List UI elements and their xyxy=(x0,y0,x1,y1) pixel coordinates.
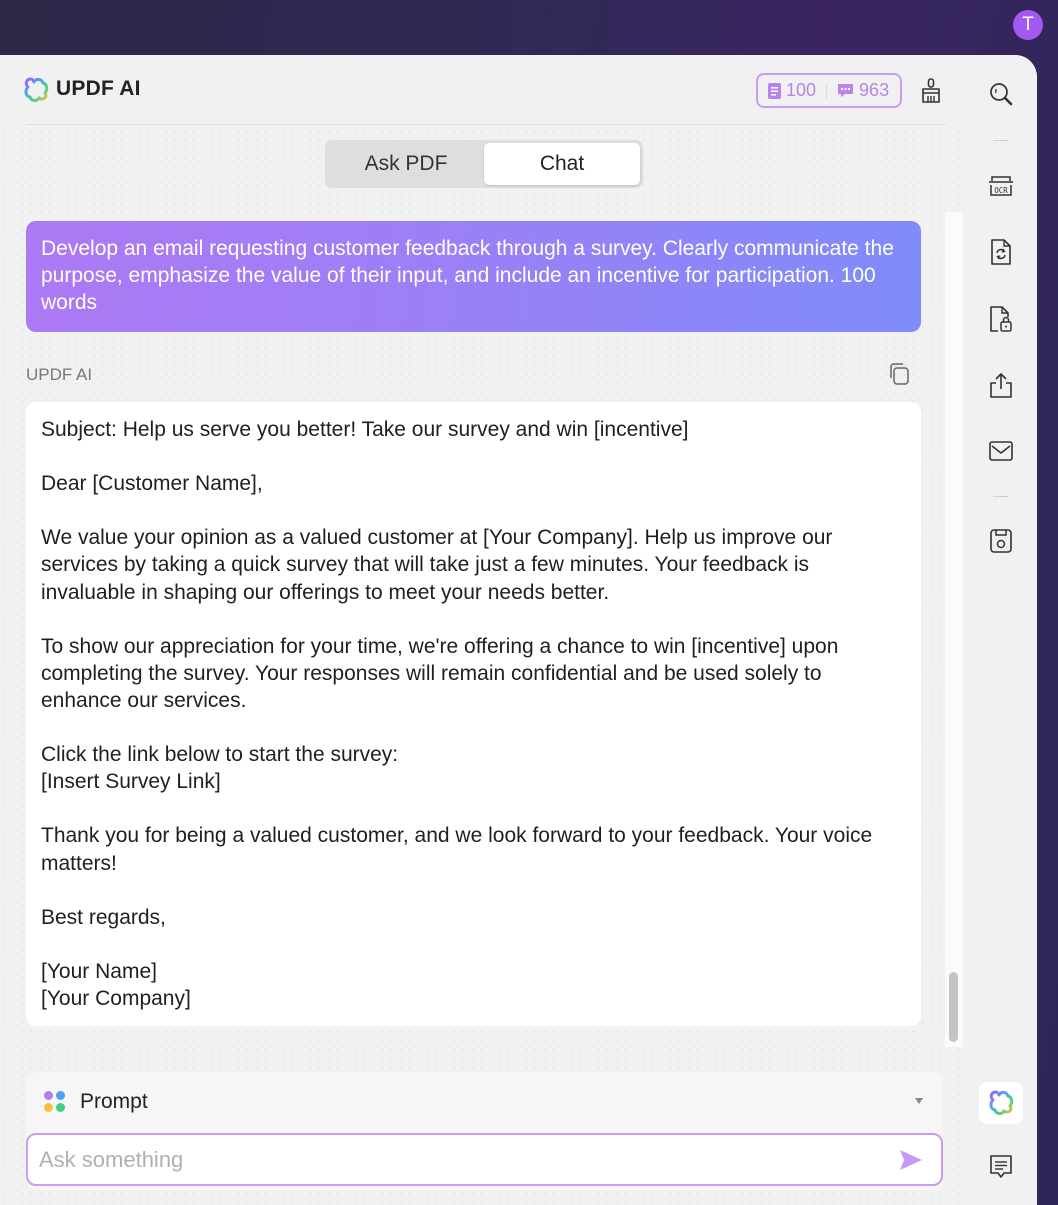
rail-protect[interactable] xyxy=(987,305,1015,333)
email-link-placeholder: [Insert Survey Link] xyxy=(41,770,221,794)
ai-panel xyxy=(0,55,966,1205)
ask-input[interactable] xyxy=(28,1147,891,1173)
rail-comment[interactable] xyxy=(987,1153,1015,1181)
app-title: UPDF AI xyxy=(56,77,141,100)
comment-icon xyxy=(989,1154,1013,1180)
chat-scrollbar[interactable] xyxy=(945,212,963,1047)
svg-text:OCR: OCR xyxy=(994,186,1008,195)
email-sign-off: Best regards, xyxy=(41,905,166,929)
email-signature xyxy=(41,958,906,1012)
user-message-bubble: Develop an email requesting customer feedback through a survey. Clearly communicate the purpose, emphasize the value of their input, and include an incentive for participation. 100 words xyxy=(26,221,921,332)
prompt-dots-icon xyxy=(44,1091,66,1113)
header-divider xyxy=(26,124,946,125)
right-toolbar xyxy=(966,55,1037,1205)
search-icon xyxy=(988,81,1014,107)
email-signature-name: [Your Name] xyxy=(41,959,157,983)
ocr-icon xyxy=(987,171,1015,199)
mode-tabs xyxy=(325,140,643,188)
rail-ocr[interactable] xyxy=(987,171,1015,199)
panel-header xyxy=(0,55,966,125)
copy-icon[interactable] xyxy=(887,361,913,387)
broom-icon[interactable] xyxy=(918,77,944,105)
pages-quota xyxy=(768,80,816,101)
save-icon xyxy=(989,528,1013,554)
email-greeting: Dear [Customer Name], xyxy=(41,472,263,496)
email-paragraph-1: We value your opinion as a valued customer at [Your Company]. Help us improve our services by taking a quick survey that will take just a few minutes. Your feedback is invaluable in shaping our offerings to meet your needs better. xyxy=(41,526,833,604)
ask-input-box xyxy=(26,1133,943,1186)
chat-quota xyxy=(837,80,889,101)
send-icon xyxy=(899,1149,923,1171)
updf-ai-icon xyxy=(987,1089,1015,1117)
prompt-label: Prompt xyxy=(80,1090,148,1113)
pages-count: 100 xyxy=(786,80,817,100)
quota-divider xyxy=(826,83,827,99)
document-icon xyxy=(768,83,781,99)
updf-ai-logo-icon xyxy=(22,76,50,104)
chat-count: 963 xyxy=(859,80,890,100)
rail-divider xyxy=(993,140,1008,141)
chevron-down-icon[interactable] xyxy=(915,1098,923,1104)
lock-file-icon xyxy=(988,305,1014,333)
tab-chat[interactable]: Chat xyxy=(484,143,640,185)
rail-updf-ai[interactable] xyxy=(979,1082,1023,1124)
convert-file-icon xyxy=(989,238,1013,266)
rail-email[interactable] xyxy=(987,437,1015,465)
quota-badge[interactable] xyxy=(756,73,902,108)
rail-divider xyxy=(993,496,1008,497)
email-paragraph-2: To show our appreciation for your time, we're offering a chance to win [incentive] upon completing the survey. Your responses will remain confidential and be used solely to enhance our services. xyxy=(41,634,839,712)
tab-ask-pdf[interactable]: Ask PDF xyxy=(364,152,448,175)
ai-sender-label: UPDF AI xyxy=(26,365,93,384)
email-closing: Thank you for being a valued customer, and we look forward to your feedback. Your voice matters! xyxy=(41,824,873,875)
rail-convert[interactable] xyxy=(987,238,1015,266)
scrollbar-thumb[interactable] xyxy=(949,972,958,1042)
chat-bubble-icon xyxy=(837,83,854,98)
send-button[interactable] xyxy=(891,1140,931,1180)
mail-icon xyxy=(988,440,1014,462)
prompt-selector[interactable] xyxy=(26,1072,943,1132)
user-avatar[interactable]: T xyxy=(1013,10,1043,40)
email-link-block xyxy=(41,741,906,795)
rail-search[interactable] xyxy=(987,80,1015,108)
updf-ai-window xyxy=(0,55,1037,1205)
email-link-intro: Click the link below to start the survey: xyxy=(41,743,399,767)
rail-save[interactable] xyxy=(987,527,1015,555)
ai-response-card xyxy=(26,402,921,1026)
email-signature-company: [Your Company] xyxy=(41,986,191,1010)
share-icon xyxy=(988,371,1014,399)
rail-share[interactable] xyxy=(987,371,1015,399)
email-subject: Subject: Help us serve you better! Take our survey and win [incentive] xyxy=(41,418,689,441)
